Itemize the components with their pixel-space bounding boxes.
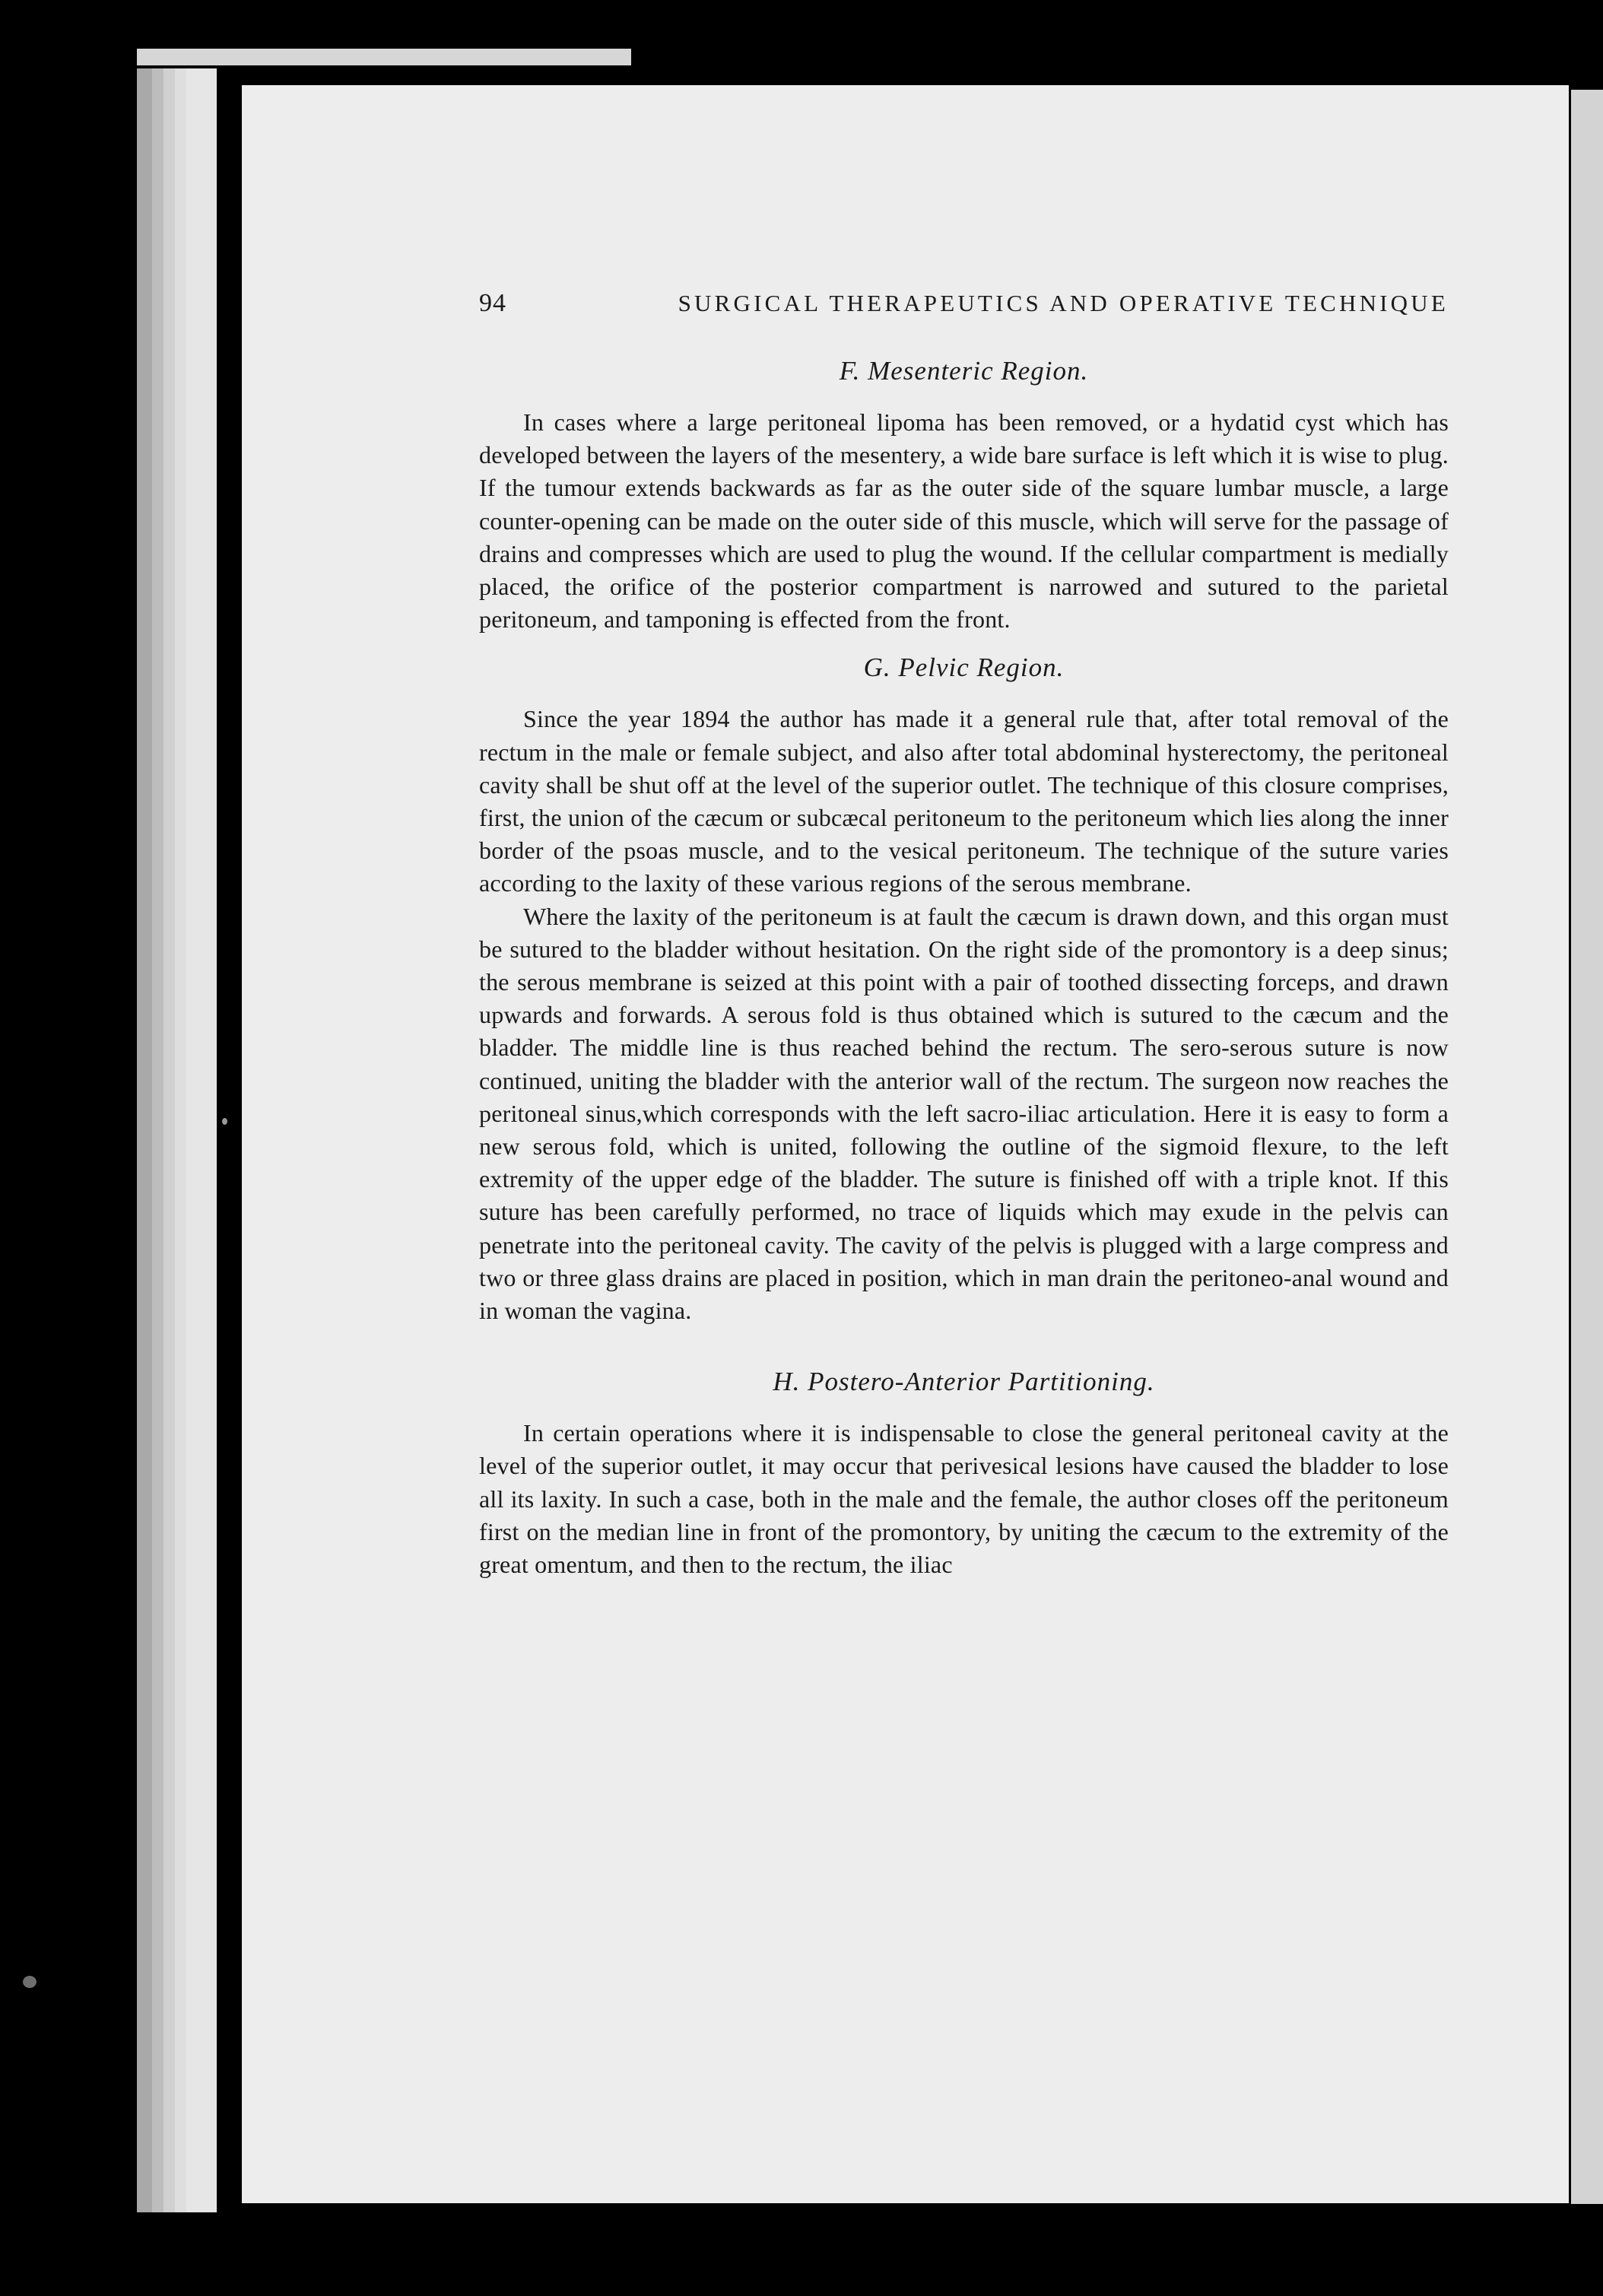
running-title: SURGICAL THERAPEUTICS AND OPERATIVE TECHNIQUE (678, 290, 1449, 316)
section-heading: G. Pelvic Region. (863, 653, 1065, 683)
scan-speck (23, 1976, 37, 1988)
page-number: 94 (479, 289, 506, 317)
paragraph: In cases where a large peritoneal lipoma has been removed, or a hydatid cyst which has developed between the layers of the mesentery, a wide bare surface is left which it is wise to plug. If the tumour extends backwards as far as the outer side of the square lumbar muscle, a large counter-opening can be made on the outer side of this muscle, which will serve for the passage of drains and compresses which are used to plug the wound. If the cellular compartment is medially placed, the orifice of the posterior compartment is narrowed and sutured to the parietal peritoneum, and tamponing is effected from the front. (479, 408, 1449, 634)
scan-speck (222, 1118, 227, 1125)
paragraph: Since the year 1894 the author has made it a general rule that, after total removal of the rectum in the male or female subject, and also after total abdominal hysterectomy, the peritoneal cavity shall be shut off at the level of the superior outlet. The technique of this closure comprises, first, the union of the cæcum or subcæcal peritoneum to the peritoneum which lies along the inner border of the psoas muscle, and to the vesical peritoneum. The technique of the suture varies according to the laxity of these various regions of the serous membrane. (479, 705, 1449, 897)
section-heading: F. Mesenteric Region. (839, 356, 1089, 386)
page-top-edge (137, 49, 631, 65)
page-content (479, 289, 1449, 1581)
paragraph: In certain operations where it is indispensable to close the general peritoneal cavity at the level of the superior outlet, it may occur that perivesical lesions have caused the bladder to lose all its laxity. In such a case, both in the male and the female, the author closes off the peritoneum first on the median line in front of the promontory, by uniting the cæcum to the extremity of the great omentum, and then to the rectum, the iliac (479, 1419, 1449, 1579)
paragraph: Where the laxity of the peritoneum is at fault the cæcum is drawn down, and this organ must be sutured to the bladder without hesitation. On the right side of the promontory is a deep sinus; the serous membrane is seized at this point with a pair of toothed dissecting forceps, and drawn upwards and forwards. A serous fold is thus obtained which is sutured to the cæcum and the bladder. The middle line is thus reached behind the rectum. The sero-serous suture is now continued, uniting the bladder with the anterior wall of the rectum. The surgeon now reaches the peritoneal sinus,which corresponds with the left sacro-iliac articulation. Here it is easy to form a new serous fold, which is united, following the outline of the sigmoid flexure, to the left extremity of the upper edge of the bladder. The suture is finished off with a triple knot. If this suture has been carefully performed, no trace of liquids which may exude in the pelvis can penetrate into the peritoneal cavity. The cavity of the pelvis is plugged with a large compress and two or three glass drains are placed in position, which in man drain the peritoneo-anal wound and in woman the vagina. (479, 902, 1449, 1325)
section-heading: H. Postero-Anterior Partitioning. (773, 1367, 1155, 1397)
running-head (479, 289, 1449, 318)
page-edge (186, 68, 217, 2212)
facing-page-edge (1571, 90, 1603, 2204)
